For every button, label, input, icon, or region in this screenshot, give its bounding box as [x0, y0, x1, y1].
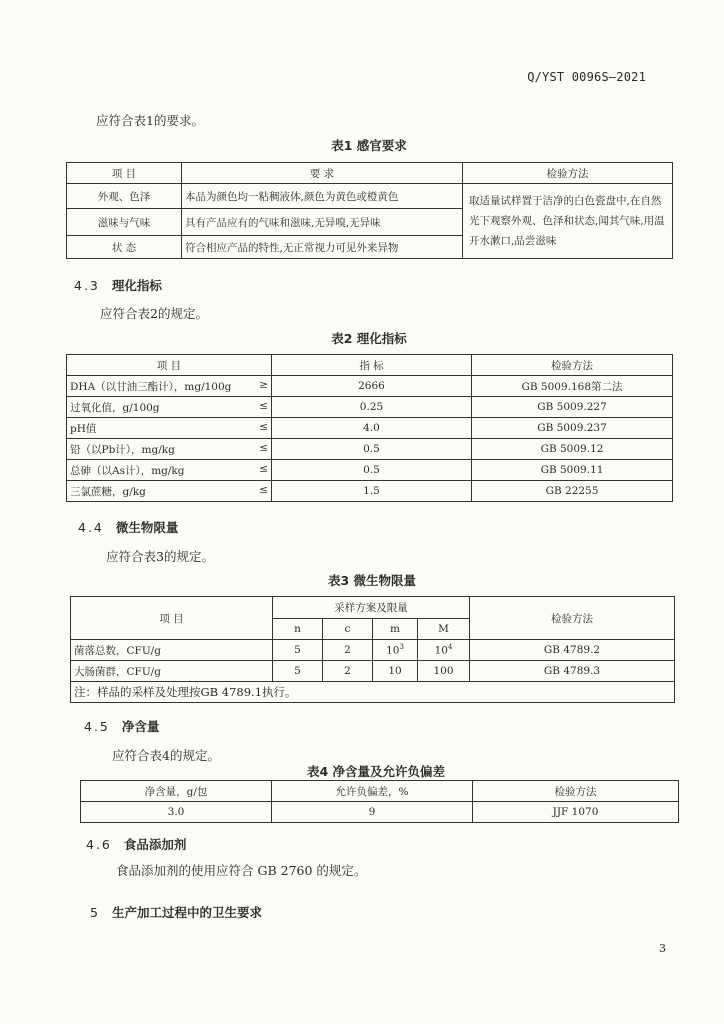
table-header-row [67, 163, 673, 184]
table-header-cell: 项 目 [67, 163, 182, 184]
table-cell-method: GB 5009.227 [472, 397, 673, 418]
section-4-3-heading [74, 276, 162, 294]
table-cell-method: GB 4789.3 [470, 661, 675, 682]
comparator: ≥ [259, 378, 268, 391]
table-cell-item: 总砷（以As计），mg/kg [70, 464, 185, 477]
comparator: ≤ [259, 483, 268, 496]
table-cell-method: GB 5009.12 [472, 439, 673, 460]
table-row [67, 184, 673, 209]
table-cell-value: 1.5 [272, 481, 472, 502]
table2-caption: 表2 理化指标 [331, 331, 407, 346]
table4-net-content [80, 780, 679, 823]
table-row [81, 802, 679, 823]
table-header-cell: 要 求 [182, 163, 463, 184]
table2-physicochemical [66, 354, 673, 502]
table-note-row [71, 682, 675, 703]
table-row [67, 418, 673, 439]
table3-caption: 表3 微生物限量 [327, 573, 417, 588]
M-exponent: 4 [447, 643, 453, 652]
table-header-cell: 检验方法 [470, 597, 675, 640]
section-4-4-text: 应符合表3的规定。 [106, 549, 214, 564]
section-4-4-heading [78, 518, 178, 536]
table-cell-item: 铅（以Pb计），mg/kg [70, 443, 175, 456]
table-cell-net-content: 3.0 [81, 802, 272, 823]
section-title: 净含量 [121, 719, 160, 734]
section-number: 4.3 [74, 278, 100, 293]
table-cell-value: 0.5 [272, 439, 472, 460]
table-cell-item: 过氧化值，g/100g [70, 401, 160, 414]
table-header-cell: 净含量，g/包 [81, 781, 272, 802]
table-cell-item: pH值 [70, 422, 97, 435]
table-cell-c: 2 [323, 661, 373, 682]
intro-text: 应符合表1的要求。 [96, 113, 204, 128]
comparator: ≤ [259, 462, 268, 475]
table-header-row [71, 597, 675, 619]
document-code: Q/YST 0096S—2021 [527, 70, 646, 84]
table-cell-item: 状 态 [67, 236, 182, 259]
table-header-row [67, 355, 673, 376]
table-row [67, 376, 673, 397]
table-header-cell: 采样方案及限量 [273, 597, 470, 619]
table-cell-method: GB 5009.237 [472, 418, 673, 439]
table-header-cell: 指 标 [272, 355, 472, 376]
table-header-cell: 项 目 [67, 355, 272, 376]
section-number: 4.4 [78, 520, 104, 535]
table-cell-value: 4.0 [272, 418, 472, 439]
comparator: ≤ [259, 399, 268, 412]
table-cell-item: 滋味与气味 [67, 209, 182, 236]
table-cell-n: 5 [273, 640, 323, 661]
table3-microbiological [70, 596, 675, 703]
table-cell-M: 100 [418, 661, 470, 682]
table-header-cell: 检验方法 [463, 163, 673, 184]
table-cell-method: GB 5009.168第二法 [472, 376, 673, 397]
table-row [67, 439, 673, 460]
section-number: 4.6 [86, 837, 112, 852]
table-header-cell: c [323, 618, 373, 640]
table-cell-M [418, 640, 470, 661]
section-number: 4.5 [84, 719, 110, 734]
table-cell-value: 2666 [272, 376, 472, 397]
table-cell-item: 大肠菌群，CFU/g [71, 661, 273, 682]
section-title: 生产加工过程中的卫生要求 [111, 905, 262, 920]
page-number: 3 [659, 942, 666, 955]
table-header-cell: 检验方法 [473, 781, 679, 802]
table-header-row [81, 781, 679, 802]
section-number: 5 [90, 905, 100, 920]
table-header-cell: 检验方法 [472, 355, 673, 376]
table-row [71, 661, 675, 682]
table-row [71, 640, 675, 661]
m-base: 10 [386, 644, 400, 657]
table3-note: 注：样品的采样及处理按GB 4789.1执行。 [71, 682, 675, 703]
table-cell-method: 取适量试样置于洁净的白色瓷盘中,在自然光下观察外观、色泽和状态,闻其气味,用温开水漱口,品尝滋味 [463, 184, 673, 259]
section-4-3-text: 应符合表2的规定。 [100, 306, 208, 321]
m-exponent: 3 [399, 643, 404, 652]
table-cell-item: 菌落总数，CFU/g [71, 640, 273, 661]
section-4-5-heading [84, 717, 159, 735]
table-cell-value: 0.25 [272, 397, 472, 418]
table1-sensory [66, 162, 673, 259]
M-base: 10 [434, 644, 448, 657]
table-cell-requirement: 本品为颜色均一粘稠液体,颜色为黄色或橙黄色 [182, 184, 463, 209]
table-cell-requirement: 具有产品应有的气味和滋味,无异嗅,无异味 [182, 209, 463, 236]
table-row [67, 397, 673, 418]
section-5-heading [90, 903, 262, 921]
table-cell-c: 2 [323, 640, 373, 661]
section-title: 理化指标 [111, 278, 162, 293]
table-cell-method: GB 5009.11 [472, 460, 673, 481]
table-header-cell: M [418, 618, 470, 640]
table-cell-tolerance: 9 [272, 802, 473, 823]
table-header-cell: 项 目 [71, 597, 273, 640]
section-title: 微生物限量 [115, 520, 179, 535]
table-cell-item: DHA（以甘油三酯计），mg/100g [70, 380, 232, 393]
table-cell-method: GB 22255 [472, 481, 673, 502]
section-4-6-heading [86, 835, 186, 853]
table-cell-m [373, 640, 418, 661]
table-cell-value: 0.5 [272, 460, 472, 481]
table4-caption: 表4 净含量及允许负偏差 [306, 764, 446, 779]
section-4-5-text: 应符合表4的规定。 [112, 748, 220, 763]
table-row [67, 481, 673, 502]
table-row [67, 460, 673, 481]
table-cell-m: 10 [373, 661, 418, 682]
table-cell-n: 5 [273, 661, 323, 682]
table-header-cell: m [373, 618, 418, 640]
table-cell-item: 三氯蔗糖，g/kg [70, 485, 146, 498]
section-4-6-text: 食品添加剂的使用应符合 GB 2760 的规定。 [116, 863, 367, 878]
table-cell-item: 外观、色泽 [67, 184, 182, 209]
comparator: ≤ [259, 441, 268, 454]
comparator: ≤ [259, 420, 268, 433]
table-cell-method: GB 4789.2 [470, 640, 675, 661]
table-header-cell: 允许负偏差，% [272, 781, 473, 802]
table-header-cell: n [273, 618, 323, 640]
table-cell-method: JJF 1070 [473, 802, 679, 823]
section-title: 食品添加剂 [123, 837, 187, 852]
table1-caption: 表1 感官要求 [331, 138, 407, 153]
table-cell-requirement: 符合相应产品的特性,无正常视力可见外来异物 [182, 236, 463, 259]
